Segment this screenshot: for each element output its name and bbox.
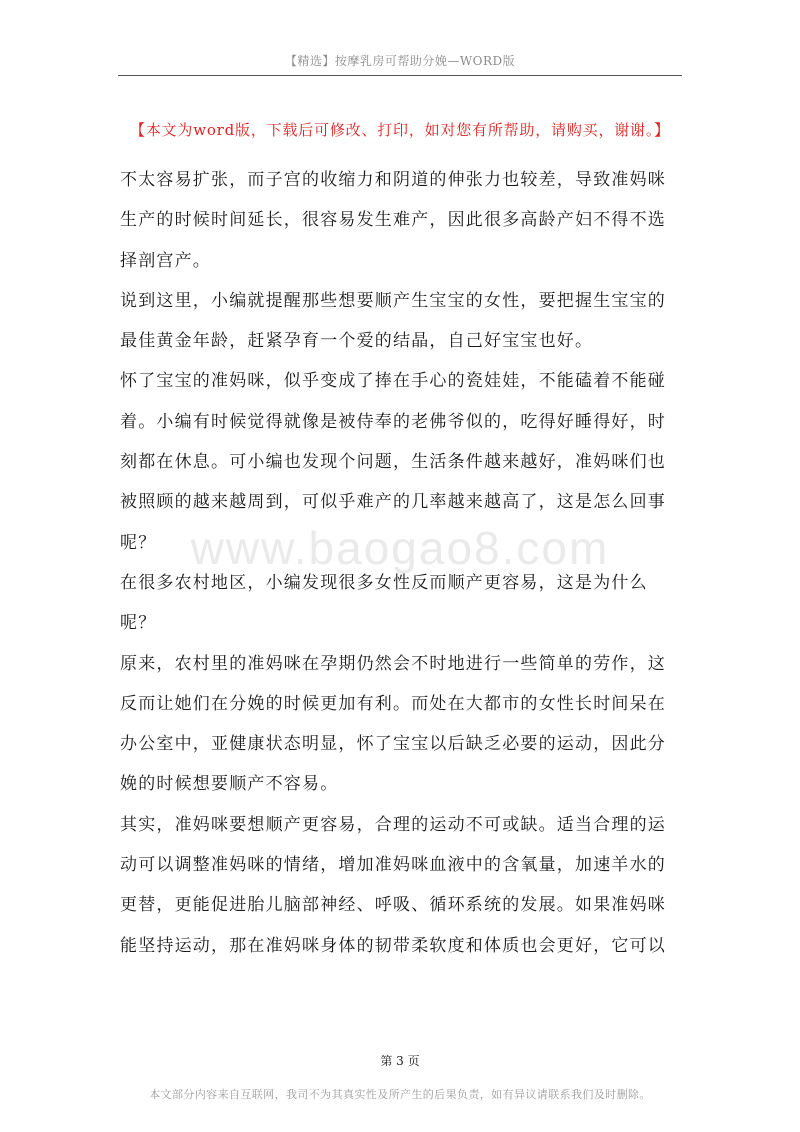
page-number: 第 3 页: [380, 1054, 420, 1068]
paragraph: 说到这里，小编就提醒那些想要顺产生宝宝的女性，要把握生宝宝的最佳黄金年龄，赶紧孕育一个爱的结晶，自己好宝宝也好。: [120, 290, 666, 352]
watermark: www.baogao8.com: [190, 522, 610, 574]
paragraph: 不太容易扩张，而子宫的收缩力和阴道的伸张力也较差，导致准妈咪生产的时候时间延长，很容易发生难产，因此很多高龄产妇不得不选择剖宫产。: [120, 170, 666, 271]
paragraph: 怀了宝宝的准妈咪，似乎变成了捧在手心的瓷娃娃，不能磕着不能碰着。小编有时候觉得就像是被侍奉的老佛爷似的，吃得好睡得好，时刻都在休息。可小编也发现个问题，生活条件越来越好，准妈咪们也被照顾的越来越周到，可似乎难产的几率越来越高了，这是怎么回事呢？: [120, 371, 666, 553]
paragraph: 其实，准妈咪要想顺产更容易，合理的运动不可或缺。适当合理的运动可以调整准妈咪的情绪，增加准妈咪血液中的含氧量，加速羊水的更替，更能促进胎儿脑部神经、呼吸、循环系统的发展。如果准妈咪能坚持运动，那在准妈咪身体的韧带柔软度和体质也会更好，它可以: [120, 814, 666, 956]
article-body: [120, 160, 682, 966]
paragraph: 原来，农村里的准妈咪在孕期仍然会不时地进行一些简单的劳作，这反而让她们在分娩的时候更加有利。而处在大都市的女性长时间呆在办公室中，亚健康状态明显，怀了宝宝以后缺乏必要的运动，因此分娩的时候想要顺产不容易。: [120, 653, 666, 795]
header-divider: [118, 75, 682, 76]
download-notice: 【本文为word版，下载后可修改、打印，如对您有所帮助，请购买，谢谢。】: [130, 121, 670, 139]
page-footer-disclaimer: 本文部分内容来自互联网，我司不为其真实性及所产生的后果负责，如有异议请联系我们及时删除。: [149, 1088, 651, 1101]
paragraph: 在很多农村地区，小编发现很多女性反而顺产更容易，这是为什么呢？: [120, 572, 648, 634]
page-header-title: 【精选】按摩乳房可帮助分娩—WORD版: [284, 54, 516, 68]
